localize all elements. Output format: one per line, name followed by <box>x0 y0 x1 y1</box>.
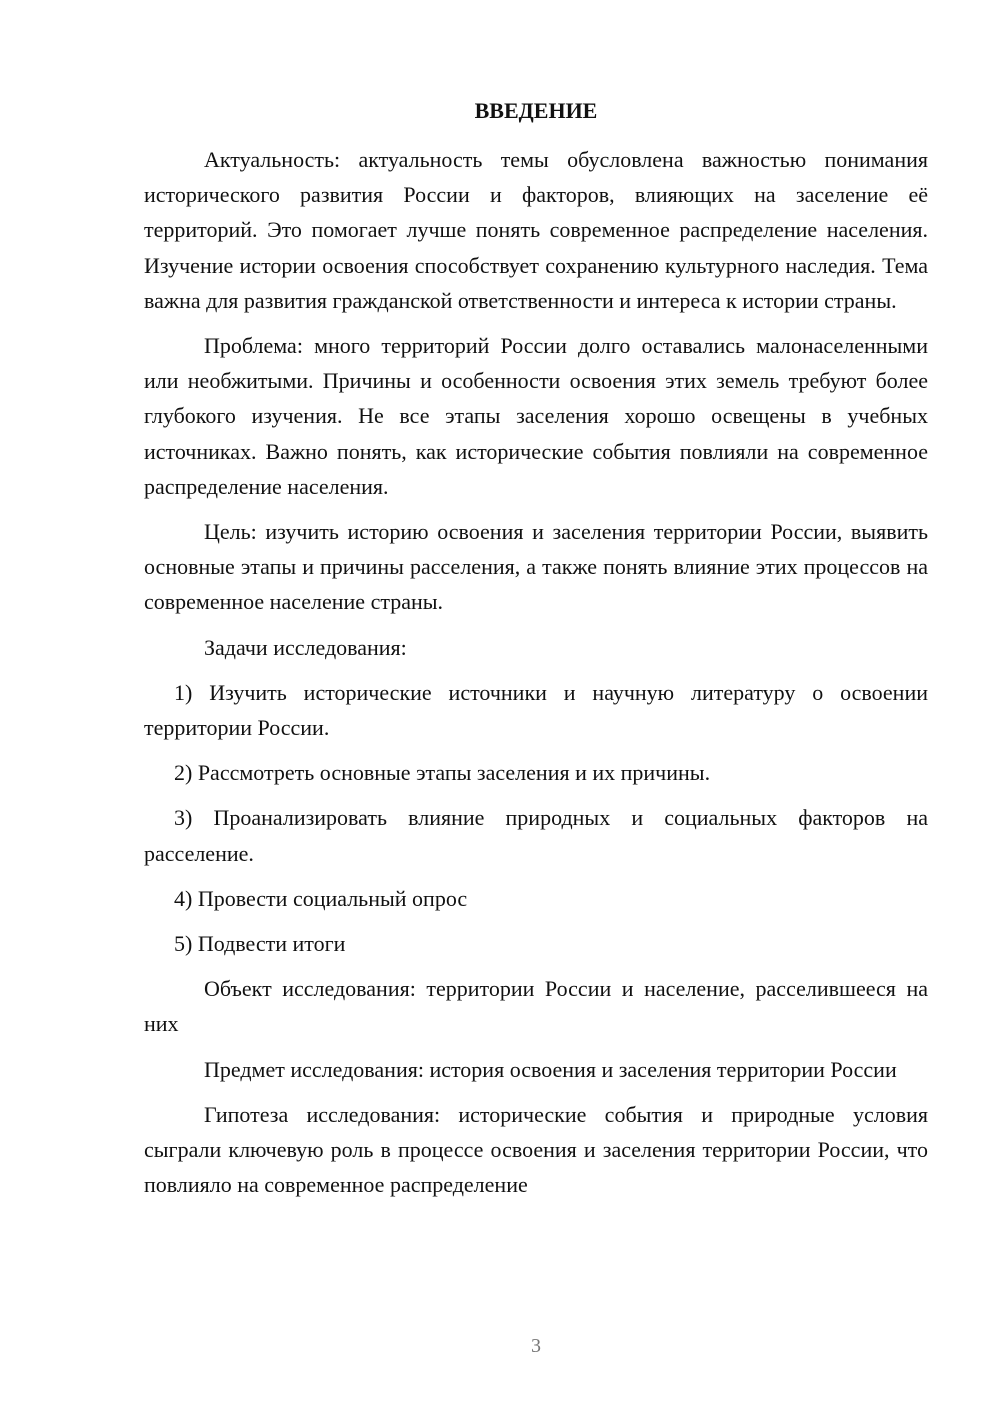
page-title: ВВЕДЕНИЕ <box>474 98 598 123</box>
document-body <box>144 142 928 1212</box>
paragraph-subject: Предмет исследования: история освоения и заселения территории России <box>204 1056 897 1082</box>
task-item-4: 4) Провести социальный опрос <box>174 885 468 911</box>
task-item-5: 5) Подвести итоги <box>174 931 346 957</box>
task-item-2: 2) Рассмотреть основные этапы заселения и их причины. <box>174 760 711 786</box>
task-item-1: 1) Изучить исторические источники и научную литературу о освоении территории России. <box>144 679 928 741</box>
paragraph-hypothesis: Гипотеза исследования: исторические события и природные условия сыграли ключевую роль в процессе освоения и заселения территории России, что повлияло на современное распределение <box>144 1101 928 1198</box>
paragraph-problem: Проблема: много территорий России долго оставались малонаселенными или необжитыми. Причины и особенности освоения этих земель требуют более глубокого изучения. Не все этапы заселения хорошо освещены в учебных источниках. Важно понять, как исторические события повлияли на современное распределение населения. <box>144 333 928 499</box>
paragraph-tasks-heading: Задачи исследования: <box>204 634 407 660</box>
task-item-3: 3) Проанализировать влияние природных и социальных факторов на расселение. <box>144 805 928 866</box>
paragraph-goal: Цель: изучить историю освоения и заселения территории России, выявить основные этапы и причины расселения, а также понять влияние этих процессов на современное население страны. <box>144 519 928 615</box>
page-number: 3 <box>531 1335 541 1357</box>
paragraph-relevance: Актуальность: актуальность темы обусловлена важностью понимания исторического развития России и факторов, влияющих на заселение её территорий. Это помогает лучше понять современное распределение населения. Изучение истории освоения способствует сохранению культурного наследия. Тема важна для развития гражданской ответственности и интереса к истории страны. <box>144 147 928 313</box>
paragraph-object: Объект исследования: территории России и население, расселившееся на них <box>144 976 928 1037</box>
